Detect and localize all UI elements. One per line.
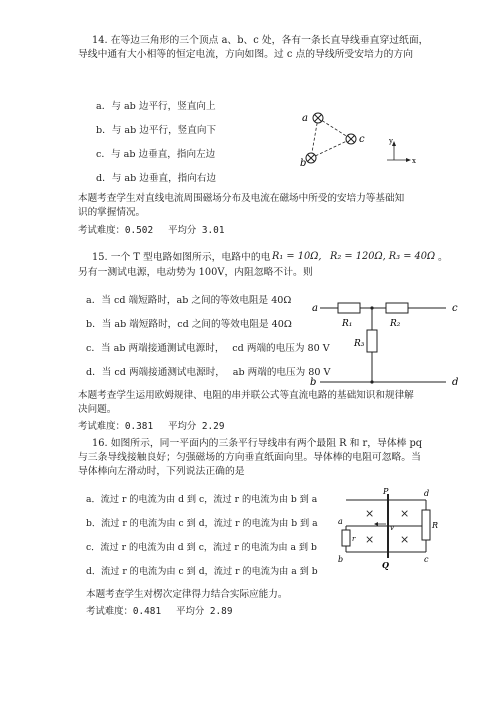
resistor-r1 (338, 303, 360, 313)
resistor-r3 (367, 330, 377, 352)
q14-option-a[interactable]: a．与 ab 边平行，竖直向上 (96, 101, 216, 112)
q16-circuit-figure (338, 488, 440, 580)
label-v: v (390, 524, 394, 532)
label-r: r (352, 535, 356, 543)
svg-text:×: × (365, 507, 375, 520)
terminal-d: d (452, 377, 459, 388)
label-Q: Q (382, 560, 389, 570)
axis-right-label: x (412, 157, 416, 165)
wire-b-cross-icon (306, 153, 316, 163)
q15-formula-r1: R₁ = 10Ω, (272, 251, 322, 262)
q14-option-b[interactable]: b．与 ab 边平行，竖直向下 (96, 125, 217, 136)
q14-stem-line2: 导线中通有大小相等的恒定电流，方向如图。过 c 点的导线所受安培力的方向 (78, 49, 414, 60)
label-a: a (338, 517, 343, 526)
label-P: P (383, 488, 389, 496)
q16-option-c[interactable]: c．流过 r 的电流为由 d 到 c，流过 r 的电流为由 a 到 b (86, 542, 317, 553)
q14-option-c[interactable]: c．与 ab 边垂直，指向左边 (96, 149, 216, 160)
axis-up-label: y (389, 137, 393, 145)
q16-stats: 考试难度：0.481 平均分 2.89 (86, 606, 233, 617)
q15-stem-line1: 15. 一个 T 型电路如图所示，电路中的电 (92, 252, 271, 263)
q16-note: 本题考查学生对楞次定律得力结合实际应能力。 (86, 589, 288, 600)
q14-note-line1: 本题考查学生对直线电流周围磁场分布及电流在磁场中所受的安培力等基础知 (78, 193, 405, 204)
q15-option-c[interactable]: c．当 ab 两端接通测试电源时， cd 两端的电压为 80 V (86, 343, 330, 354)
q16-stem-line3: 导体棒向左滑动时，下列说法正确的是 (78, 466, 245, 477)
label-b: b (338, 555, 344, 564)
q16-option-d[interactable]: d．流过 r 的电流为由 c 到 d，流过 r 的电流为由 a 到 b (86, 566, 318, 577)
svg-text:×: × (365, 533, 375, 546)
label-r3: R₃ (354, 339, 365, 349)
q15-stats: 考试难度：0.381 平均分 2.29 (78, 421, 225, 432)
q16-stem-line1: 16. 如图所示，同一平面内的三条平行导线串有两个最阻 R 和 r，导体棒 pq (92, 438, 423, 449)
q14-option-d[interactable]: d．与 ab 边垂直，指向右边 (96, 173, 217, 184)
q15-option-d[interactable]: d．当 cd 两端接通测试电源时， ab 两端的电压为 80 V (86, 367, 331, 378)
label-r1: R₁ (342, 319, 353, 329)
q14-triangle-figure (290, 98, 430, 176)
q15-stem-line2: 另有一测试电源，电动势为 100V，内阻忽略不计。则 (78, 267, 313, 278)
q16-option-b[interactable]: b．流过 r 的电流为由 c 到 d，流过 r 的电流为由 b 到 a (86, 518, 318, 529)
q14-stem-line1: 14. 在等边三角形的三个顶点 a、b、c 处，各有一条长直导线垂直穿过纸面， (92, 35, 429, 46)
label-c: c (424, 555, 429, 564)
label-a: a (302, 113, 308, 124)
q14-note-line2: 识的掌握情况。 (78, 207, 146, 218)
label-r2: R₂ (390, 319, 401, 329)
q15-formula-r2r3: R₂ = 120Ω, R₃ = 40Ω (330, 251, 436, 262)
q15-t-circuit-figure (310, 296, 470, 388)
resistor-r2 (386, 303, 408, 313)
terminal-a: a (312, 303, 318, 314)
wire-a-cross-icon (313, 113, 323, 123)
svg-text:×: × (400, 533, 410, 546)
q15-note-line1: 本题考查学生运用欧姆规律、电阻的串并联公式等直流电路的基础知识和规律解 (78, 390, 414, 401)
resistor-R (422, 510, 430, 540)
label-b: b (300, 158, 307, 169)
q15-note-line2: 决问题。 (78, 404, 117, 415)
terminal-c: c (452, 303, 458, 314)
label-d: d (424, 489, 430, 498)
q15-option-a[interactable]: a．当 cd 端短路时，ab 之间的等效电阻是 40Ω (86, 295, 292, 306)
resistor-r (342, 530, 350, 546)
q16-option-a[interactable]: a．流过 r 的电流为由 d 到 c，流过 r 的电流为由 b 到 a (86, 494, 318, 505)
q16-stem-line2: 与三条导线接触良好；匀强磁场的方向垂直纸面向里。导体棒的电阻可忽略。当 (78, 452, 421, 463)
terminal-b: b (310, 377, 317, 388)
wire-c-cross-icon (346, 134, 356, 144)
label-c: c (359, 134, 365, 145)
label-R: R (432, 521, 439, 530)
q15-stem-end: 。 (438, 252, 448, 263)
q14-stats: 考试难度：0.502 平均分 3.01 (78, 225, 225, 236)
svg-text:×: × (400, 507, 410, 520)
q15-option-b[interactable]: b．当 ab 端短路时，cd 之间的等效电阻是 40Ω (86, 319, 292, 330)
